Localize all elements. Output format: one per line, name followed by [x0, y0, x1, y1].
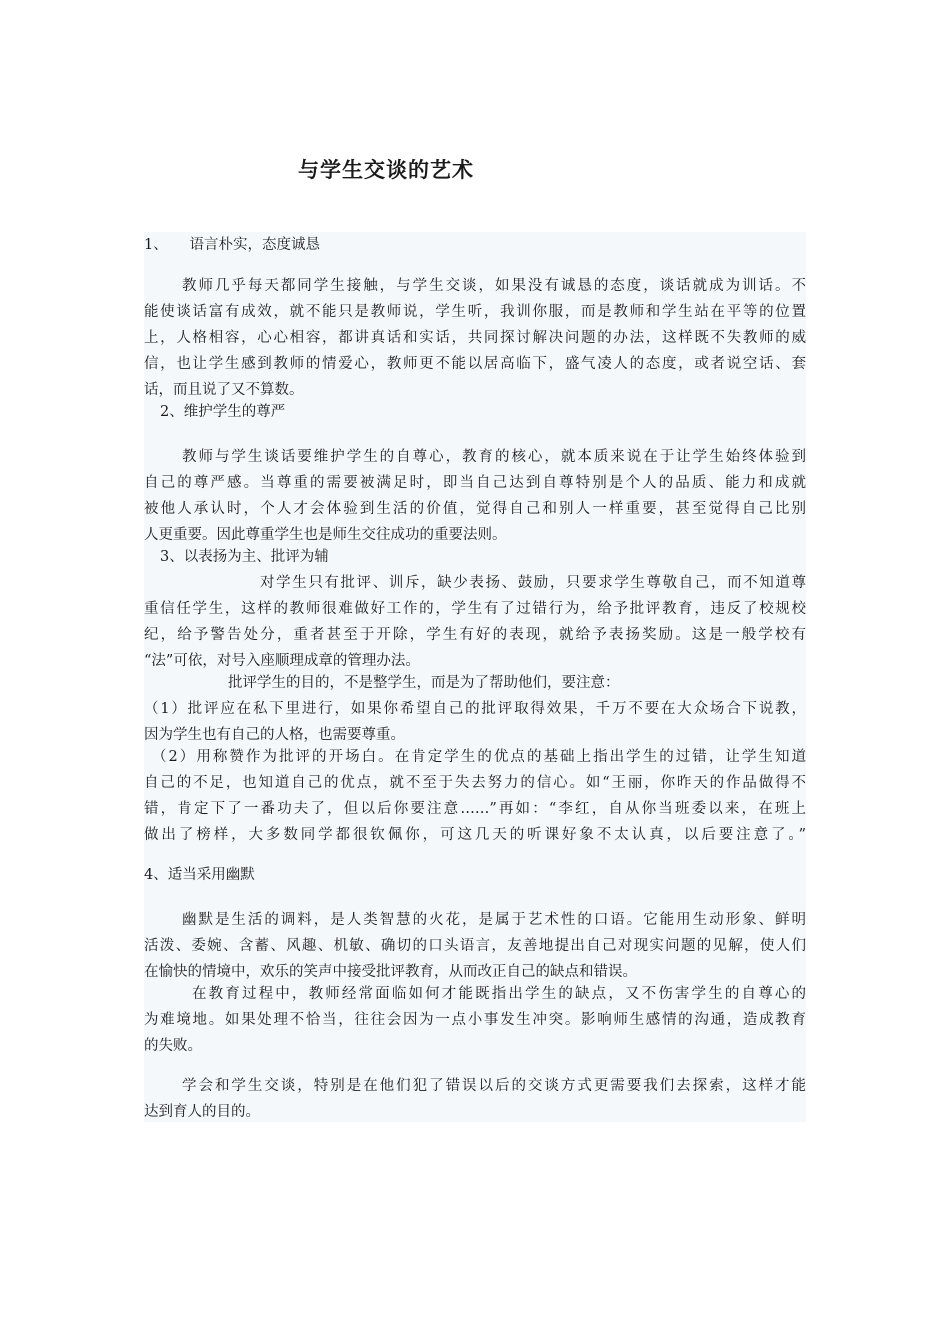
text-line: 4、适当采用幽默 — [144, 867, 255, 883]
text-line: （1）批评应在私下里进行，如果你希望自己的批评取得效果，千万不要在大众场合下说教， — [144, 701, 806, 717]
text-line: 人更重要。因此尊重学生也是师生交往成功的重要法则。 — [144, 527, 507, 543]
text-line: 错，肯定下了一番功夫了，但以后你要注意……”再如：“李红，自从你当班委以来，在班上 — [144, 801, 806, 817]
text-line: 1、 语言朴实，态度诚恳 — [144, 237, 320, 253]
text-line: 能使谈话富有成效，就不能只是教师说，学生听，我训你服，而是教师和学生站在平等的位置 — [144, 304, 806, 320]
text-line: 上，人格相容，心心相容，都讲真话和实话，共同探讨解决问题的办法，这样既不失教师的威 — [144, 330, 806, 346]
text-line: 3、以表扬为主、批评为辅 — [160, 549, 329, 565]
text-line: 2、维护学生的尊严 — [160, 404, 286, 420]
text-line: 因为学生也有自己的人格，也需要尊重。 — [144, 727, 405, 743]
text-line: 做出了榜样，大多数同学都很钦佩你，可这几天的听课好象不太认真，以后要注意了。” — [144, 827, 806, 843]
document-title: 与学生交谈的艺术 — [298, 157, 474, 182]
text-line: 自己的尊严感。当尊重的需要被满足时，即当自己达到自尊特别是个人的品质、能力和成就 — [144, 475, 806, 491]
text-line: 达到育人的目的。 — [144, 1104, 260, 1120]
text-line: 纪，给予警告处分，重者甚至于开除，学生有好的表现，就给予表扬奖励。这是一般学校有 — [144, 627, 806, 643]
text-line: （2）用称赞作为批评的开场白。在肯定学生的优点的基础上指出学生的过错，让学生知道 — [152, 749, 806, 765]
text-line: 活泼、委婉、含蓄、风趣、机敏、确切的口头语言，友善地提出自己对现实问题的见解，使人们 — [144, 938, 806, 954]
text-line: 被他人承认时，个人才会体验到生活的价值，觉得自己和别人一样重要，甚至觉得自己比别 — [144, 501, 806, 517]
text-line: 学会和学生交谈，特别是在他们犯了错误以后的交谈方式更需要我们去探索，这样才能 — [182, 1078, 806, 1094]
text-line: “法”可依，对号入座顺理成章的管理办法。 — [144, 653, 420, 669]
text-line: 批评学生的目的，不是整学生，而是为了帮助他们，要注意： — [228, 675, 620, 691]
text-line: 对学生只有批评、训斥，缺少表扬、鼓励，只要求学生尊敬自己，而不知道尊 — [260, 575, 806, 591]
document-body — [144, 232, 806, 1122]
text-line: 话，而且说了又不算数。 — [144, 382, 304, 398]
text-line: 在教育过程中，教师经常面临如何才能既指出学生的缺点，又不伤害学生的自尊心的 — [192, 986, 806, 1002]
text-line: 在愉快的情境中，欢乐的笑声中接受批评教育，从而改正自己的缺点和错误。 — [144, 964, 637, 980]
text-line: 教师几乎每天都同学生接触，与学生交谈，如果没有诚恳的态度，谈话就成为训话。不 — [182, 278, 806, 294]
text-line: 幽默是生活的调料，是人类智慧的火花，是属于艺术性的口语。它能用生动形象、鲜明 — [182, 912, 806, 928]
text-line: 教师与学生谈话要维护学生的自尊心，教育的核心，就本质来说在于让学生始终体验到 — [182, 449, 806, 465]
text-line: 重信任学生，这样的教师很难做好工作的，学生有了过错行为，给予批评教育，违反了校规校 — [144, 601, 806, 617]
text-line: 自己的不足，也知道自己的优点，就不至于失去努力的信心。如“王丽，你昨天的作品做得不 — [144, 775, 806, 791]
text-line: 信，也让学生感到教师的情爱心，教师更不能以居高临下，盛气凌人的态度，或者说空话、套 — [144, 356, 806, 372]
text-line: 为难境地。如果处理不恰当，往往会因为一点小事发生冲突。影响师生感情的沟通，造成教育 — [144, 1012, 806, 1028]
text-line: 的失败。 — [144, 1038, 202, 1054]
